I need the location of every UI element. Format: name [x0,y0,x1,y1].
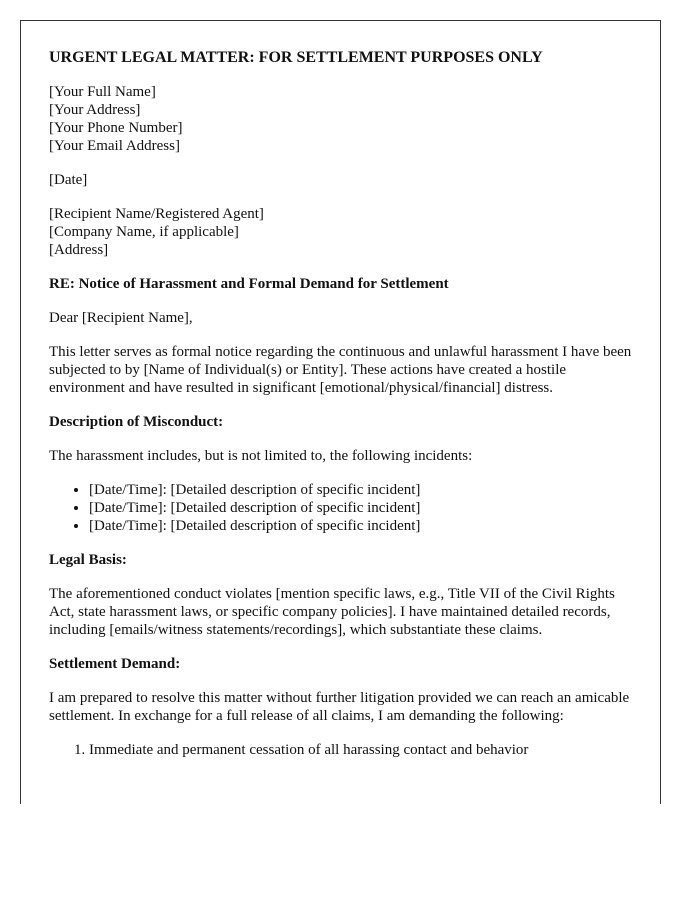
sender-phone: [Your Phone Number] [49,120,183,136]
recipient-block [49,205,632,259]
letter-date: [Date] [49,172,88,188]
sender-name: [Your Full Name] [49,84,156,100]
incident-item: • [Date/Time]: [Detailed description of specific incident] [89,499,632,517]
recipient-name: [Recipient Name/Registered Agent] [49,206,264,222]
incident-item: • [Date/Time]: [Detailed description of specific incident] [89,481,632,499]
demand-item: 1. Immediate and permanent cessation of all harassing contact and behavior [89,741,632,759]
sender-block [49,83,632,155]
salutation: Dear [Recipient Name], [49,310,193,326]
settlement-text: I am prepared to resolve this matter without further litigation provided we can reach an amicable settlement. In exchange for a full release of all claims, I am demanding the following: [49,690,630,724]
re-line: RE: Notice of Harassment and Formal Demand for Settlement [49,276,449,292]
misconduct-intro: The harassment includes, but is not limited to, the following incidents: [49,448,473,464]
sender-address: [Your Address] [49,102,141,118]
recipient-company: [Company Name, if applicable] [49,224,239,240]
sender-email: [Your Email Address] [49,138,180,154]
demand-list [49,741,632,759]
legal-basis-text: The aforementioned conduct violates [mention specific laws, e.g., Title VII of the Civil Rights Act, state harassment laws, or specific company policies]. I have maintained detailed records, including [emails/witness statements/recordings], which substantiate these claims. [49,586,615,638]
letter-page [20,20,661,804]
incident-list [49,481,632,535]
incident-item: • [Date/Time]: [Detailed description of specific incident] [89,517,632,535]
recipient-address: [Address] [49,242,109,258]
misconduct-heading: Description of Misconduct: [49,414,224,430]
letter-title: URGENT LEGAL MATTER: FOR SETTLEMENT PURPOSES ONLY [49,49,543,66]
legal-basis-heading: Legal Basis: [49,552,127,568]
settlement-heading: Settlement Demand: [49,656,181,672]
intro-paragraph: This letter serves as formal notice regarding the continuous and unlawful harassment I have been subjected to by [Name of Individual(s) or Entity]. These actions have created a hostile environment and have resulted in significant [emotional/physical/financial] distress. [49,344,632,396]
